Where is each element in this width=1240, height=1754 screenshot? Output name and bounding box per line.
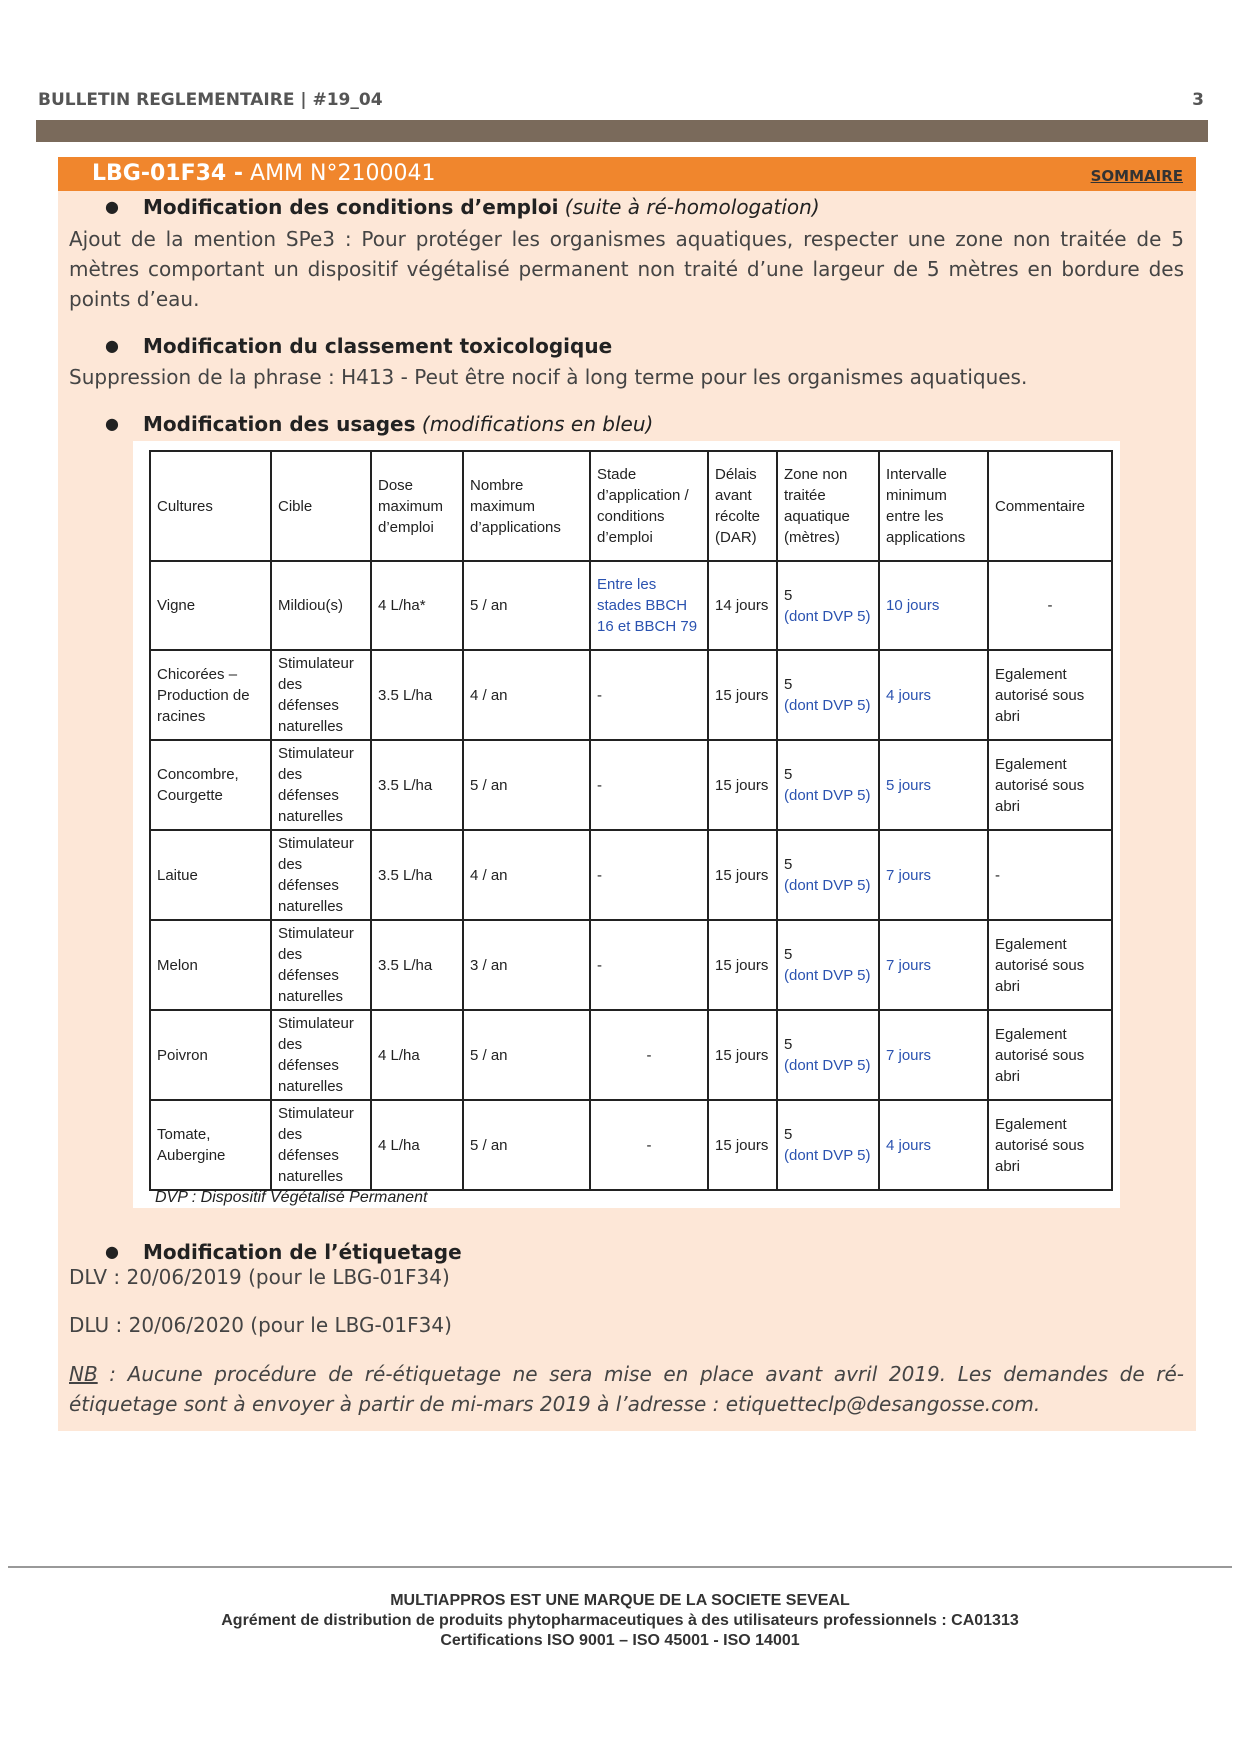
cell-stade: Entre les stades BBCH 16 et BBCH 79 <box>590 561 708 650</box>
cell-dar: 15 jours <box>708 920 777 1010</box>
heading-italic: (suite à ré-homologation) <box>558 195 820 219</box>
cell-znt <box>777 650 879 740</box>
usages-table-image <box>133 441 1120 1208</box>
header-intervalle: Intervalle minimum entre les applications <box>879 451 988 561</box>
cell-znt <box>777 561 879 650</box>
footer-rule <box>8 1566 1232 1568</box>
bullet-heading-usages <box>105 412 653 436</box>
cell-intervalle: 7 jours <box>879 1010 988 1100</box>
cell-culture: Vigne <box>150 561 271 650</box>
znt-value: 5 <box>784 856 793 873</box>
usages-table <box>149 450 1113 1191</box>
cell-dar: 15 jours <box>708 650 777 740</box>
cell-nombre: 5 / an <box>463 740 590 830</box>
cell-culture: Laitue <box>150 830 271 920</box>
cell-nombre: 3 / an <box>463 920 590 1010</box>
znt-dvp: (dont DVP 5) <box>784 967 871 984</box>
cell-stade: - <box>590 920 708 1010</box>
cell-culture: Tomate, Aubergine <box>150 1100 271 1190</box>
znt-value: 5 <box>784 1036 793 1053</box>
bullet-heading-classement <box>105 334 612 358</box>
cell-nombre: 5 / an <box>463 561 590 650</box>
classement-text: Suppression de la phrase : H413 - Peut être nocif à long terme pour les organismes aquatiques. <box>69 365 1028 389</box>
cell-dose: 3.5 L/ha <box>371 830 463 920</box>
section-titlebar <box>58 157 1196 191</box>
cell-cible: Stimulateur des défenses naturelles <box>271 1100 371 1190</box>
znt-dvp: (dont DVP 5) <box>784 877 871 894</box>
dvp-note: DVP : Dispositif Végétalisé Permanent <box>155 1189 428 1206</box>
table-row <box>150 561 1112 650</box>
bullet-icon: ● <box>105 197 119 216</box>
footer-certifications: Certifications ISO 9001 – ISO 45001 - ISO 14001 <box>440 1632 800 1649</box>
cell-intervalle: 7 jours <box>879 920 988 1010</box>
cell-intervalle: 4 jours <box>879 650 988 740</box>
cell-cible: Stimulateur des défenses naturelles <box>271 830 371 920</box>
header-rule <box>36 120 1208 142</box>
section-title <box>92 161 435 186</box>
bullet-icon: ● <box>105 1242 119 1261</box>
table-row <box>150 740 1112 830</box>
cell-intervalle: 7 jours <box>879 830 988 920</box>
znt-value: 5 <box>784 946 793 963</box>
cell-znt <box>777 1100 879 1190</box>
cell-dose: 4 L/ha <box>371 1010 463 1100</box>
header-stade: Stade d’application / conditions d’emploi <box>590 451 708 561</box>
cell-nombre: 5 / an <box>463 1100 590 1190</box>
cell-dose: 4 L/ha* <box>371 561 463 650</box>
bullet-icon: ● <box>105 336 119 355</box>
cell-culture: Concombre, Courgette <box>150 740 271 830</box>
cell-dar: 14 jours <box>708 561 777 650</box>
cell-commentaire: Egalement autorisé sous abri <box>988 920 1112 1010</box>
znt-dvp: (dont DVP 5) <box>784 1147 871 1164</box>
bullet-heading-etiquetage <box>105 1240 462 1264</box>
heading-text: Modification de l’étiquetage <box>143 1240 462 1264</box>
header-cible: Cible <box>271 451 371 561</box>
cell-dar: 15 jours <box>708 830 777 920</box>
cell-cible: Stimulateur des défenses naturelles <box>271 920 371 1010</box>
amm-number: AMM N°2100041 <box>243 161 436 186</box>
table-header-row <box>150 451 1112 561</box>
nb-text: : Aucune procédure de ré-étiquetage ne sera mise en place avant avril 2019. Les demandes de ré-étiquetage sont à envoyer à partir de mi-mars 2019 à l’adresse : etiquetteclp@desangosse.com. <box>69 1362 1184 1416</box>
cell-dose: 3.5 L/ha <box>371 920 463 1010</box>
table-row <box>150 830 1112 920</box>
znt-value: 5 <box>784 1126 793 1143</box>
cell-culture: Melon <box>150 920 271 1010</box>
page-number: 3 <box>1192 90 1204 110</box>
cell-cible: Stimulateur des défenses naturelles <box>271 650 371 740</box>
cell-znt <box>777 830 879 920</box>
table-row <box>150 920 1112 1010</box>
cell-intervalle: 10 jours <box>879 561 988 650</box>
cell-dose: 4 L/ha <box>371 1100 463 1190</box>
znt-value: 5 <box>784 586 793 604</box>
cell-stade: - <box>590 1010 708 1100</box>
cell-cible: Stimulateur des défenses naturelles <box>271 1010 371 1100</box>
footer-brand: MULTIAPPROS EST UNE MARQUE DE LA SOCIETE SEVEAL <box>390 1592 850 1609</box>
running-header <box>38 90 1204 110</box>
header-commentaire: Commentaire <box>988 451 1112 561</box>
heading-italic: (modifications en bleu) <box>415 412 654 436</box>
cell-dar: 15 jours <box>708 1010 777 1100</box>
header-dose: Dose maximum d’emploi <box>371 451 463 561</box>
header-dar: Délais avant récolte (DAR) <box>708 451 777 561</box>
header-znt: Zone non traitée aquatique (mètres) <box>777 451 879 561</box>
cell-culture: Chicorées – Production de racines <box>150 650 271 740</box>
header-cultures: Cultures <box>150 451 271 561</box>
nb-label: NB <box>69 1362 98 1386</box>
cell-znt <box>777 920 879 1010</box>
cell-intervalle: 5 jours <box>879 740 988 830</box>
header-nombre: Nombre maximum d’applications <box>463 451 590 561</box>
cell-stade: - <box>590 650 708 740</box>
cell-commentaire: Egalement autorisé sous abri <box>988 740 1112 830</box>
cell-znt <box>777 740 879 830</box>
bulletin-title: BULLETIN REGLEMENTAIRE | #19_04 <box>38 90 383 110</box>
cell-dose: 3.5 L/ha <box>371 740 463 830</box>
sommaire-link[interactable]: SOMMAIRE <box>1090 167 1183 185</box>
bullet-heading-conditions <box>105 195 820 219</box>
heading-text: Modification du classement toxicologique <box>143 334 613 358</box>
cell-commentaire: - <box>988 830 1112 920</box>
cell-commentaire: Egalement autorisé sous abri <box>988 650 1112 740</box>
heading-text: Modification des conditions d’emploi <box>143 195 559 219</box>
bullet-icon: ● <box>105 414 119 433</box>
cell-nombre: 4 / an <box>463 830 590 920</box>
conditions-text: Ajout de la mention SPe3 : Pour protéger les organismes aquatiques, respecter une zone non traitée de 5 mètres comportant un dispositif végétalisé permanent non traité d’une largeur de 5 mètres en bordure des points d’eau. <box>69 227 1184 311</box>
cell-nombre: 4 / an <box>463 650 590 740</box>
table-row <box>150 1010 1112 1100</box>
cell-stade: - <box>590 1100 708 1190</box>
cell-cible: Mildiou(s) <box>271 561 371 650</box>
table-body <box>150 561 1112 1190</box>
table-row <box>150 650 1112 740</box>
cell-commentaire: Egalement autorisé sous abri <box>988 1010 1112 1100</box>
znt-value: 5 <box>784 766 793 783</box>
cell-culture: Poivron <box>150 1010 271 1100</box>
znt-dvp: (dont DVP 5) <box>784 697 871 714</box>
znt-dvp: (dont DVP 5) <box>784 1057 871 1074</box>
znt-value: 5 <box>784 676 793 693</box>
dlv-text: DLV : 20/06/2019 (pour le LBG-01F34) <box>69 1265 450 1289</box>
footer <box>0 1591 1240 1651</box>
cell-stade: - <box>590 740 708 830</box>
dlu-text: DLU : 20/06/2020 (pour le LBG-01F34) <box>69 1313 452 1337</box>
footer-agrement: Agrément de distribution de produits phytopharmaceutiques à des utilisateurs professionnels : CA01313 <box>221 1612 1019 1629</box>
znt-dvp: (dont DVP 5) <box>784 607 871 625</box>
cell-cible: Stimulateur des défenses naturelles <box>271 740 371 830</box>
cell-znt <box>777 1010 879 1100</box>
cell-stade: - <box>590 830 708 920</box>
cell-nombre: 5 / an <box>463 1010 590 1100</box>
cell-dar: 15 jours <box>708 1100 777 1190</box>
nb-note <box>69 1359 1184 1419</box>
cell-commentaire: Egalement autorisé sous abri <box>988 1100 1112 1190</box>
product-code: LBG-01F34 - <box>92 161 244 186</box>
cell-intervalle: 4 jours <box>879 1100 988 1190</box>
heading-text: Modification des usages <box>143 412 416 436</box>
cell-dar: 15 jours <box>708 740 777 830</box>
cell-dose: 3.5 L/ha <box>371 650 463 740</box>
znt-dvp: (dont DVP 5) <box>784 787 871 804</box>
cell-commentaire: - <box>988 561 1112 650</box>
table-row <box>150 1100 1112 1190</box>
